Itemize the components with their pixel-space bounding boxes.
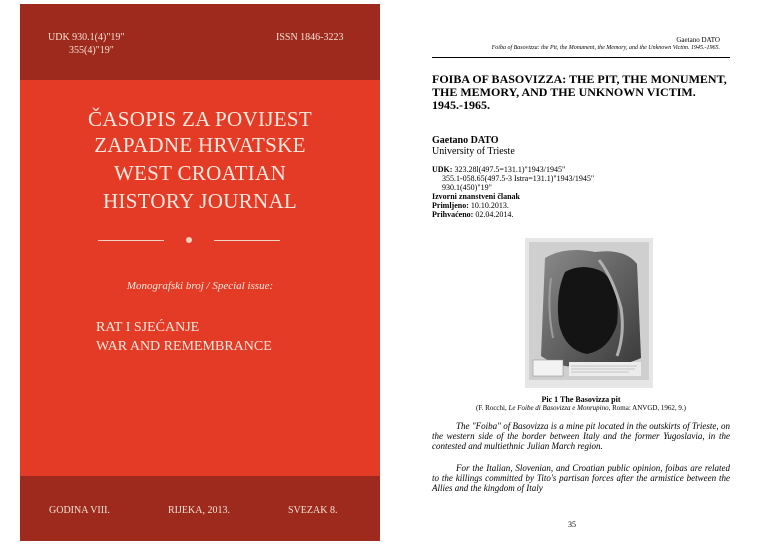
- figure-source-italic: Le Foibe di Basovizza e Monrupino: [508, 404, 609, 412]
- cover-title-line: ČASOPIS ZA POVIJEST: [88, 107, 312, 131]
- cover-udk-line2: 355(4)"19": [69, 45, 114, 56]
- article-page: [420, 0, 768, 545]
- udk-label: UDK:: [432, 165, 453, 174]
- cover-divider-left: [98, 240, 164, 241]
- figure-source: [432, 404, 730, 412]
- cover-udk-line1: UDK 930.1(4)"19": [48, 32, 125, 43]
- received-date: [432, 201, 509, 210]
- udk-line2: 355.1-058.65(497.5-3 Istra=131.1)"1943/1945": [442, 174, 595, 183]
- udk-line1: [432, 165, 565, 174]
- cover-footer-place: RIJEKA, 2013.: [168, 505, 230, 516]
- journal-cover: [20, 4, 380, 541]
- article-type: Izvorni znanstveni članak: [432, 192, 521, 201]
- cover-divider-right: [214, 240, 280, 241]
- accepted-value: 02.04.2014.: [475, 210, 514, 219]
- figure-source-post: , Roma: ANVGD, 1962, 9.): [608, 404, 687, 412]
- cover-footer-volume: SVEZAK 8.: [288, 505, 338, 516]
- body-paragraph-2: For the Italian, Slovenian, and Croatian public opinion, foibas are related to the killings committed by Tito's partisan forces after the armistice between the Allies and the kingdom of Italy: [432, 463, 730, 493]
- cover-special-issue: Monografski broj / Special issue:: [126, 280, 274, 292]
- cover-title-line: HISTORY JOURNAL: [102, 189, 298, 213]
- udk-value: 323.28l(497.5=131.1)"1943/1945": [454, 165, 566, 174]
- cover-divider-dot: [186, 237, 192, 243]
- accepted-date: [432, 210, 513, 219]
- accepted-label: Prihvaćeno:: [432, 210, 474, 219]
- cover-subtitle-en: WAR AND REMEMBRANCE: [96, 339, 272, 354]
- body-paragraph-1: The "Foiba" of Basovizza is a mine pit located in the outskirts of Trieste, on the western side of the border between Italy and the former Yugoslavia, in the contested and multiethnic Julian March region.: [432, 421, 730, 451]
- article-title: FOIBA OF BASOVIZZA: THE PIT, THE MONUMENT, THE MEMORY, AND THE UNKNOWN VICTIM. 1945.-1965.: [432, 72, 727, 112]
- cover-footer-year: GODINA VIII.: [49, 505, 110, 516]
- cover-issn: ISSN 1846-3223: [276, 32, 344, 43]
- author-affiliation: University of Trieste: [432, 146, 515, 157]
- cover-subtitle-hr: RAT I SJEĆANJE: [96, 320, 200, 335]
- running-header-title: Foiba of Basovizza: the Pit, the Monument, the Memory, and the Unknown Victim. 1945.-1965.: [491, 45, 720, 51]
- cover-title-line: ZAPADNE HRVATSKE: [94, 133, 306, 157]
- udk-line3: 930.1(450)"19": [442, 183, 492, 192]
- running-header-author: Gaetano DATO: [676, 36, 720, 44]
- author-name: Gaetano DATO: [432, 135, 499, 146]
- figure-source-pre: (F. Rocchi,: [475, 404, 509, 412]
- received-value: 10.10.2013.: [470, 201, 509, 210]
- page-number: 35: [568, 520, 576, 529]
- header-rule: [432, 57, 730, 58]
- basovizza-pit-photo: [525, 238, 653, 388]
- cover-title-line: WEST CROATIAN: [113, 161, 287, 185]
- received-label: Primljeno:: [432, 201, 469, 210]
- figure-caption: Pic 1 The Basovizza pit: [541, 395, 621, 404]
